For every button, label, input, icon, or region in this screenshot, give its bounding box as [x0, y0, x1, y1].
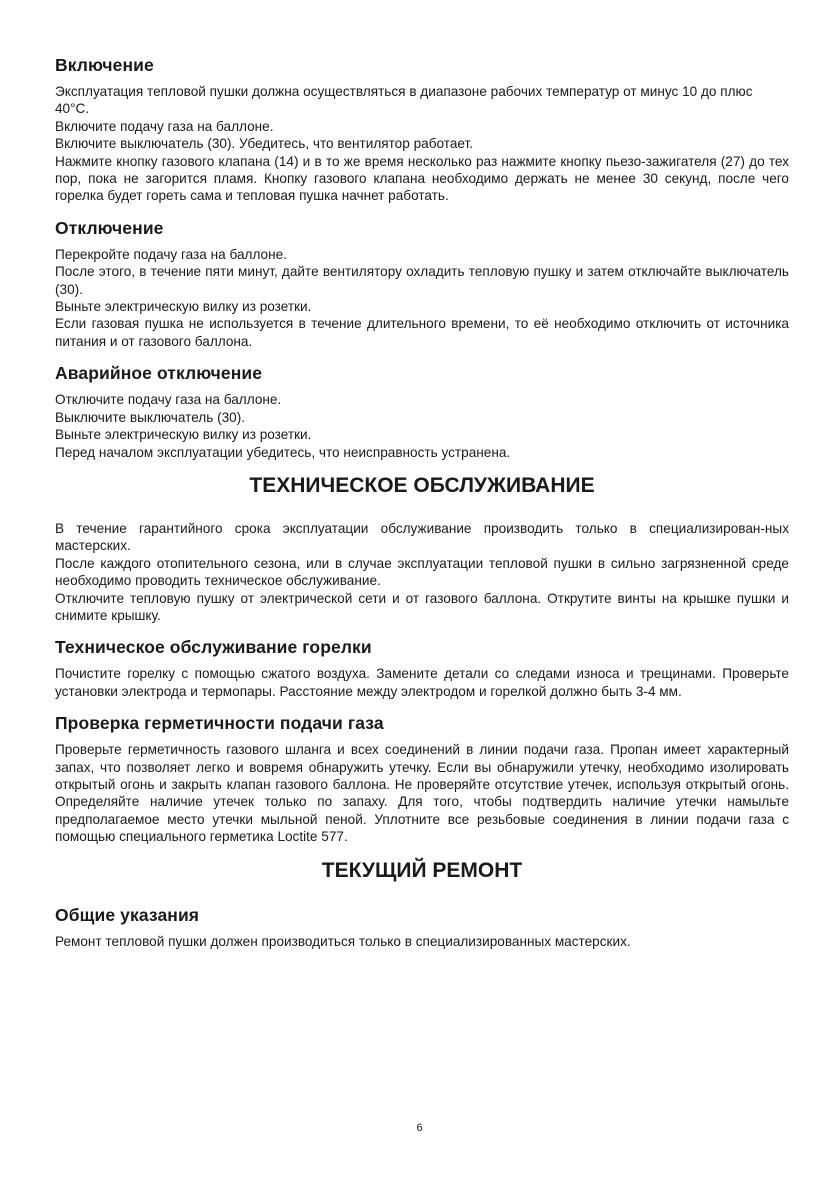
paragraph: Нажмите кнопку газового клапана (14) и в то же время несколько раз нажмите кнопку пьезо-зажигателя (27) до тех пор, пока не загорится пламя. Кнопку газового клапана необходимо держать не менее 30 секунд, после чего горелка будет гореть сама и тепловая пушка начнет работать.: [55, 153, 789, 204]
section-gas-leak-check: [55, 713, 789, 845]
paragraph: Выньте электрическую вилку из розетки.: [55, 299, 312, 315]
section-heading: Отключение: [55, 217, 164, 238]
paragraph: Почистите горелку с помощью сжатого воздуха. Замените детали со следами износа и трещинами. Проверьте установки электрода и термопары. Расстояние между электродом и горелкой должно быть 3-4 мм.: [55, 666, 789, 699]
chapter-title-repair: ТЕКУЩИЙ РЕМОНТ: [321, 858, 523, 882]
paragraph: Ремонт тепловой пушки должен производиться только в специализированных мастерских.: [55, 933, 631, 949]
chapter-title-maintenance: ТЕХНИЧЕСКОЕ ОБСЛУЖИВАНИЕ: [249, 473, 595, 497]
paragraph: После каждого отопительного сезона, или в случае эксплуатации тепловой пушки в сильно загрязненной среде необходимо проводить техническое обслуживание.: [55, 555, 789, 589]
paragraph: Перед началом эксплуатации убедитесь, что неисправность устранена.: [55, 444, 511, 460]
section-heading: Проверка герметичности подачи газа: [55, 713, 384, 734]
paragraph: В течение гарантийного срока эксплуатации обслуживание производить только в специализирован-ных мастерских.: [55, 520, 789, 554]
page-number: 6: [416, 1122, 423, 1134]
section-burner-maintenance: [55, 637, 789, 700]
section-maintenance-intro: [55, 520, 789, 624]
section-heading: Включение: [55, 55, 154, 75]
section-avariynoe-otklyuchenie: [55, 363, 789, 461]
paragraph: Выньте электрическую вилку из розетки.: [55, 427, 312, 443]
paragraph: Если газовая пушка не используется в течение длительного времени, то её необходимо отключить от источника питания и от газового баллона.: [55, 316, 789, 349]
paragraph: Отключите тепловую пушку от электрической сети и от газового баллона. Открутите винты на крышке пушки и снимите крышку.: [55, 590, 789, 623]
section-heading: Техническое обслуживание горелки: [55, 637, 372, 658]
section-otklyuchenie: [55, 218, 789, 350]
paragraph: Перекройте подачу газа на баллоне.: [55, 246, 287, 262]
paragraph: Проверьте герметичность газового шланга и всех соединений в линии подачи газа. Пропан имеет характерный запах, что позволяет легко и вовремя обнаружить утечку. Если вы обнаружили утечку, необходимо изолировать открытый огонь и закрыть клапан газового баллона. Не проверяйте отсутствие утечек, используя открытый огонь. Определяйте наличие утечек только по запаху. Для того, чтобы подтвердить наличие утечки намыльте предполагаемое место утечки мыльной пеной. Уплотните все резьбовые соединения в линии подачи газа с помощью специального герметика Loctite 577.: [55, 742, 789, 845]
section-general-instructions: [55, 905, 789, 950]
paragraph: Включите подачу газа на баллоне.: [55, 118, 274, 134]
paragraph: Включите выключатель (30). Убедитесь, что вентилятор работает.: [55, 136, 473, 152]
paragraph: Выключите выключатель (30).: [55, 409, 246, 425]
section-heading: Общие указания: [55, 904, 200, 925]
section-heading: Аварийное отключение: [55, 363, 263, 384]
paragraph: После этого, в течение пяти минут, дайте вентилятору охладить тепловую пушку и затем отключайте выключатель (30).: [55, 264, 789, 297]
paragraph: Эксплуатация тепловой пушки должна осуществляться в диапазоне рабочих температур от минус 10 до плюс 40°С.: [55, 84, 753, 117]
paragraph: Отключите подачу газа на баллоне.: [55, 392, 282, 408]
section-vklyuchenie: [55, 55, 789, 205]
document-page: [55, 50, 789, 963]
